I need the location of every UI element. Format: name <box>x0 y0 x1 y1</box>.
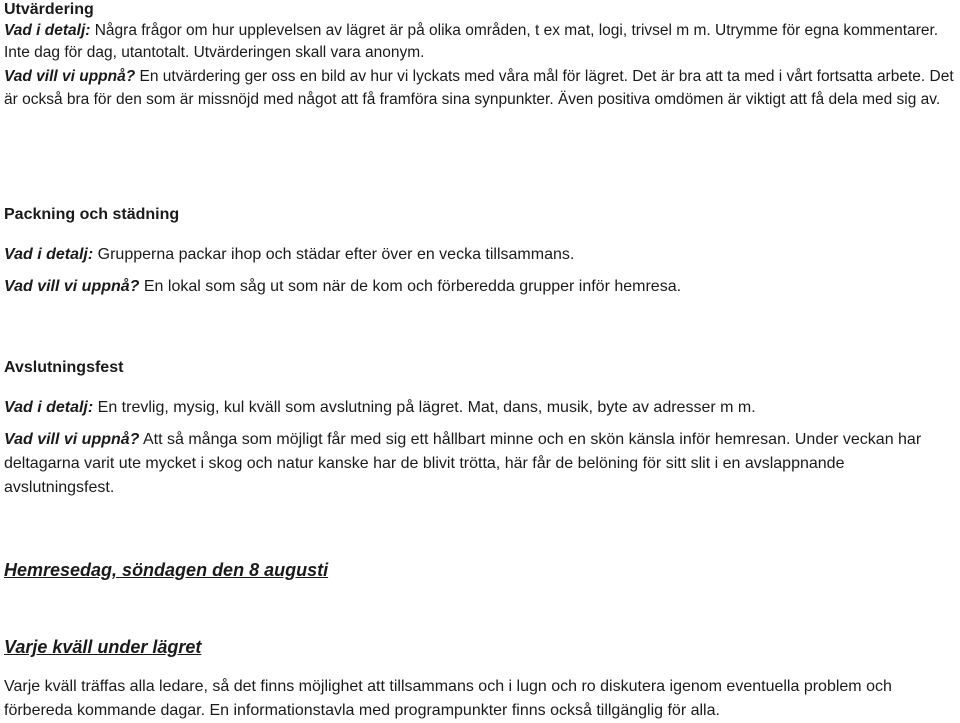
detail-paragraph <box>4 396 956 420</box>
goal-label: Vad vill vi uppnå? <box>4 278 140 295</box>
section-avslutning <box>4 358 956 500</box>
goal-text: En lokal som såg ut som när de kom och förberedda grupper inför hemresa. <box>139 278 682 295</box>
detail-label: Vad i detalj: <box>4 399 94 416</box>
detail-text: Några frågor om hur upplevelsen av lägret är på olika områden, t ex mat, logi, trivsel m m. Utrymme för egna kommentarer. Inte dag för dag, utantotalt. Utvärderingen skall vara anonym. <box>4 22 939 61</box>
goal-label: Vad vill vi uppnå? <box>4 68 136 85</box>
detail-paragraph <box>4 243 956 267</box>
section-heading: Packning och städning <box>4 206 180 223</box>
goal-text: Att så många som möjligt får med sig ett hållbart minne och en skön känsla inför hemresan. Under veckan har deltagarna varit ute mycket i skog och natur kanske har de blivit trötta, här får de belöning för sitt slit i en avslappnande avslutningsfest. <box>4 431 922 496</box>
goal-paragraph <box>4 275 956 299</box>
detail-paragraph <box>4 20 956 64</box>
section-heading: Varje kväll under lägret <box>4 637 202 657</box>
section-heading: Hemresedag, söndagen den 8 augusti <box>4 560 329 580</box>
section-hemresedag <box>4 559 956 581</box>
detail-text: Grupperna packar ihop och städar efter över en vecka tillsammans. <box>93 246 575 263</box>
goal-paragraph <box>4 65 956 111</box>
detail-label: Vad i detalj: <box>4 246 94 263</box>
section-packning <box>4 205 956 299</box>
section-utvardering <box>4 0 956 111</box>
goal-text: En utvärdering ger oss en bild av hur vi lyckats med våra mål för lägret. Det är bra att ta med i vårt fortsatta arbete. Det är också bra för den som är missnöjd med något att få framföra sina synpunkter. Även positiva omdömen är viktigt att få dela med sig av. <box>4 68 954 108</box>
section-varje-kvall <box>4 636 956 723</box>
section-heading: Avslutningsfest <box>4 359 124 376</box>
section-heading: Utvärdering <box>4 1 94 18</box>
goal-paragraph <box>4 428 956 500</box>
body-paragraph: Varje kväll träffas alla ledare, så det finns möjlighet att tillsammans och i lugn och ro diskutera igenom eventuella problem och förbereda kommande dagar. En informationstavla med programpunkter finns också tillgänglig för alla. <box>4 678 892 719</box>
detail-text: En trevlig, mysig, kul kväll som avslutning på lägret. Mat, dans, musik, byte av adresser m m. <box>93 399 756 416</box>
goal-label: Vad vill vi uppnå? <box>4 431 140 448</box>
detail-label: Vad i detalj: <box>4 22 91 39</box>
